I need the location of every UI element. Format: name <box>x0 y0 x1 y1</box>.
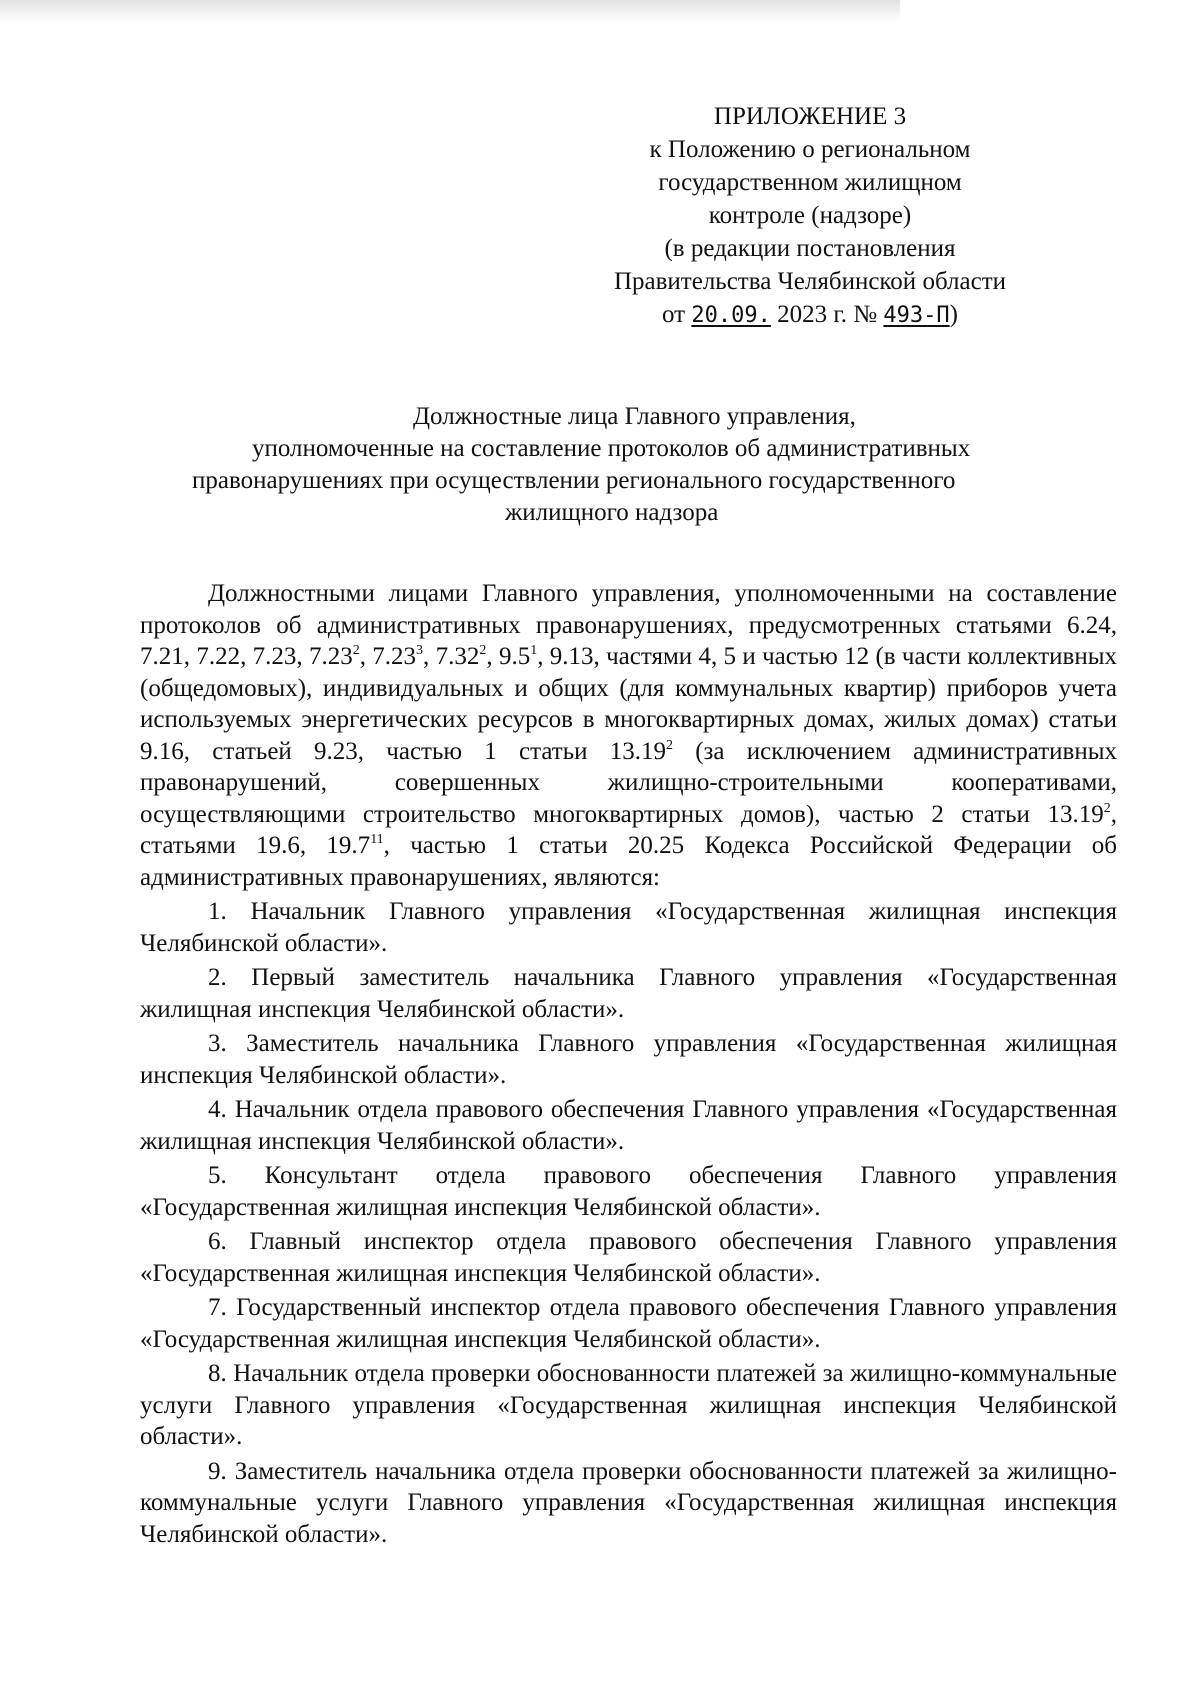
text-run: , 7.23 <box>359 643 417 670</box>
list-item: 3. Заместитель начальника Главного управления «Государственная жилищная инспекция Челябинской области». <box>140 1030 1117 1089</box>
list-item: 9. Заместитель начальника отдела проверки обоснованности платежей за жилищно-коммунальные услуги Главного управления «Государственная жилищная инспекция Челябинской области». <box>140 1457 1117 1548</box>
appendix-line: к Положению о региональном <box>649 136 971 163</box>
superscript: 3 <box>416 643 424 658</box>
list-item: 5. Консультант отдела правового обеспечения Главного управления «Государственная жилищная инспекция Челябинской области». <box>140 1162 1117 1221</box>
superscript: 2 <box>1103 800 1111 816</box>
heading-line: Должностные лица Главного управления, <box>413 403 856 430</box>
scan-edge-artifact <box>0 0 900 22</box>
text-run: , 9.5 <box>486 643 531 670</box>
close-paren: ) <box>949 301 958 328</box>
appendix-title: ПРИЛОЖЕНИЕ 3 <box>713 103 907 130</box>
appendix-line: (в редакции постановления <box>664 235 956 262</box>
text-run: Должностными лицами Главного управления, уполномоченными на составление протоколов об административных правонарушениях, предусмотренных статьями 6.24, 7.21, 7.22, 7.23, 7.23 <box>140 580 1117 670</box>
text-run: , 9.13, частями 4, 5 и частью 12 (в части коллективных (общедомовых), индивидуальных и общих (для коммунальных квартир) приборов учета используемых энергетических ресурсов в многоквартирных домах, жилых домах) статьи 9.16, статьей 9.23, частью 1 статьи 13.19 <box>140 643 1118 765</box>
appendix-line: Правительства Челябинской области <box>613 268 1007 295</box>
superscript: 2 <box>479 643 487 658</box>
list-item: 4. Начальник отдела правового обеспечения Главного управления «Государственная жилищная инспекция Челябинской области». <box>140 1096 1117 1155</box>
text-run: , статьями 19.6, 19.7 <box>140 800 1117 859</box>
superscript: 2 <box>666 737 673 753</box>
superscript: 2 <box>352 643 360 658</box>
heading-line: жилищного надзора <box>505 499 719 526</box>
text-run: , 7.32 <box>423 643 480 670</box>
intro-paragraph <box>140 578 1117 893</box>
list-item: 7. Государственный инспектор отдела правового обеспечения Главного управления «Государственная жилищная инспекция Челябинской области». <box>140 1294 1117 1353</box>
date-value: 20.09. <box>691 303 771 328</box>
document-heading <box>0 401 1200 529</box>
list-item: 2. Первый заместитель начальника Главного управления «Государственная жилищная инспекция Челябинской области». <box>140 964 1117 1023</box>
superscript: 11 <box>370 832 384 847</box>
text-run: (за исключением административных правонарушений, совершенных жилищно-строительными кооперативами, осуществляющими строительство многоквартирных домов), частью 2 статьи 13.19 <box>140 737 1118 828</box>
year-text: 2023 г. № <box>777 301 878 328</box>
appendix-line: государственном жилищном <box>658 169 962 196</box>
document-body <box>140 578 1117 1550</box>
heading-line: правонарушениях при осуществлении регионального государственного <box>192 467 956 494</box>
text-run: , частью 1 статьи 20.25 Кодекса Российской Федерации об административных правонарушениях, являются: <box>140 832 1117 891</box>
heading-line: уполномоченные на составление протоколов об административных <box>252 435 971 462</box>
list-item: 1. Начальник Главного управления «Государственная жилищная инспекция Челябинской области». <box>140 898 1117 957</box>
number-value: 493-П <box>883 303 950 328</box>
appendix-date-line <box>600 298 1020 332</box>
appendix-block <box>600 100 1020 332</box>
superscript: 1 <box>530 643 538 658</box>
list-item: 6. Главный инспектор отдела правового обеспечения Главного управления «Государственная жилищная инспекция Челябинской области». <box>140 1228 1117 1287</box>
date-prefix: от <box>662 301 686 328</box>
appendix-line: контроле (надзоре) <box>708 202 912 229</box>
list-item: 8. Начальник отдела проверки обоснованности платежей за жилищно-коммунальные услуги Главного управления «Государственная жилищная инспекция Челябинской области». <box>140 1360 1117 1450</box>
